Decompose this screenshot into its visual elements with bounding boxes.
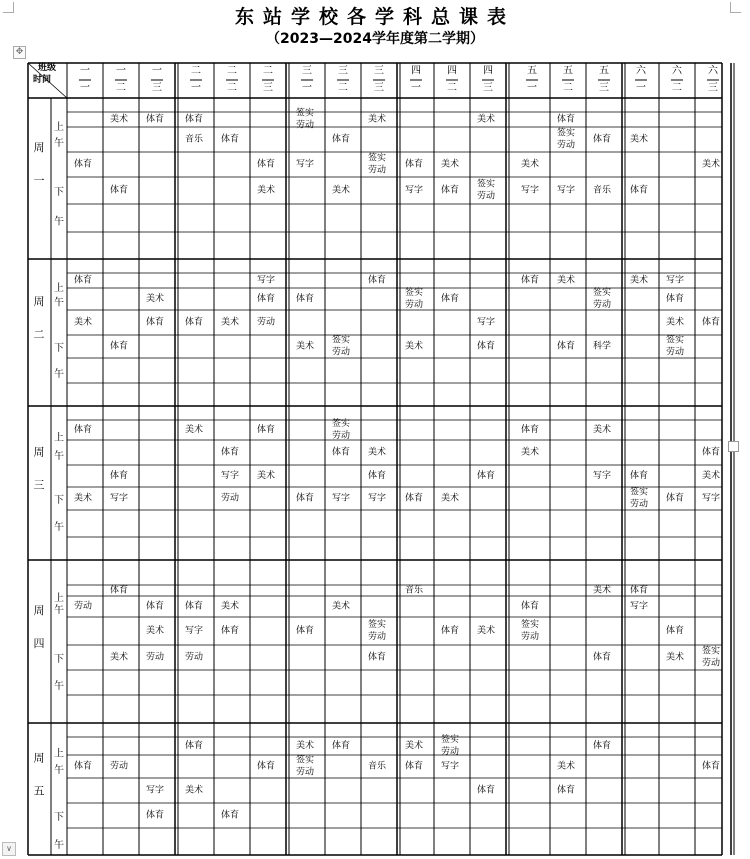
schedule-cell: 劳动 (331, 347, 351, 358)
schedule-cell: 写字 (404, 185, 424, 196)
schedule-cell: 体育 (331, 134, 351, 145)
schedule-cell: 美术 (592, 425, 612, 435)
schedule-cell: 写字 (295, 159, 315, 170)
schedule-cell: 劳动 (367, 632, 387, 642)
schedule-cell: 体育 (109, 471, 129, 481)
header-grade-label: 六 (708, 65, 718, 77)
schedule-cell: 体育 (109, 341, 129, 352)
header-grade-label: 三 (302, 65, 312, 77)
schedule-cell: 写字 (331, 493, 351, 504)
schedule-cell: 劳动 (367, 165, 387, 176)
schedule-cell: 签实 (556, 128, 576, 139)
day-label: 一 (33, 174, 45, 187)
schedule-cell: 美术 (220, 601, 240, 612)
schedule-cell: 体育 (629, 185, 649, 196)
schedule-cell: 美术 (145, 626, 165, 636)
schedule-cell: 美术 (701, 159, 721, 170)
header-grade-label: 一 (152, 65, 162, 77)
header-grade-label: 一 (80, 65, 90, 77)
day-label: 周 (33, 751, 45, 765)
schedule-cell: 体育 (440, 185, 460, 196)
schedule-cell: 体育 (295, 493, 315, 504)
header-class-label: 三 (152, 82, 162, 94)
schedule-cell: 体育 (220, 134, 240, 145)
schedule-cell: 美术 (665, 652, 685, 663)
schedule-cell: 写字 (256, 275, 276, 286)
header-grade-label: 四 (483, 65, 493, 77)
schedule-cell: 美术 (476, 114, 496, 125)
header-grade-label: 五 (563, 65, 573, 77)
schedule-cell: 签实 (592, 288, 612, 298)
schedule-cell: 音乐 (184, 134, 204, 145)
schedule-cell: 体育 (145, 601, 165, 612)
header-class-label: 二 (116, 82, 126, 94)
header-class-label: 三 (708, 82, 718, 94)
day-label: 周 (33, 141, 45, 154)
schedule-cell: 美术 (476, 626, 496, 636)
header-class-label: 一 (191, 82, 201, 94)
day-label: 五 (33, 784, 45, 798)
schedule-cell: 写字 (556, 185, 576, 196)
schedule-cell: 签实 (295, 755, 315, 766)
period-label-pm: 午 (54, 840, 64, 851)
schedule-cell: 签实 (665, 335, 685, 346)
schedule-cell: 美术 (73, 493, 93, 504)
schedule-cell: 美术 (256, 471, 276, 481)
schedule-cell: 劳动 (440, 747, 460, 757)
schedule-cell: 体育 (629, 585, 649, 596)
schedule-cell: 体育 (592, 134, 612, 145)
schedule-cell: 美术 (184, 425, 204, 435)
schedule-cell: 体育 (145, 317, 165, 328)
schedule-cell: 美术 (109, 652, 129, 663)
schedule-cell: 音乐 (592, 185, 612, 196)
schedule-cell: 体育 (145, 114, 165, 125)
period-label-am: 午 (54, 765, 64, 776)
schedule-cell: 美术 (295, 741, 315, 751)
header-grade-label: 四 (411, 65, 421, 77)
schedule-cell: 劳动 (109, 761, 129, 772)
schedule-cell: 劳动 (665, 347, 685, 358)
header-class-label: 三 (599, 82, 609, 94)
schedule-cell: 体育 (220, 447, 240, 458)
schedule-cell: 美术 (73, 317, 93, 328)
schedule-cell: 劳动 (520, 632, 540, 642)
schedule-cell: 音乐 (404, 585, 424, 596)
header-class-label: 二 (447, 82, 457, 94)
schedule-cell: 签实 (476, 179, 496, 190)
schedule-cell: 美术 (592, 585, 612, 596)
schedule-cell: 体育 (109, 585, 129, 596)
header-grade-label: 二 (263, 65, 273, 77)
schedule-cell: 体育 (476, 471, 496, 481)
schedule-cell: 签实 (404, 288, 424, 298)
schedule-cell: 写字 (440, 761, 460, 772)
schedule-cell: 体育 (331, 447, 351, 458)
schedule-cell: 体育 (701, 317, 721, 328)
schedule-cell: 体育 (73, 275, 93, 286)
schedule-cell: 体育 (665, 294, 685, 304)
schedule-cell: 签实 (629, 487, 649, 498)
schedule-cell: 美术 (295, 341, 315, 352)
schedule-cell: 劳动 (476, 191, 496, 202)
header-class-label: 三 (374, 82, 384, 94)
schedule-cell: 美术 (520, 447, 540, 458)
schedule-cell: 体育 (220, 810, 240, 821)
period-label-am: 午 (54, 138, 64, 149)
schedule-cell: 体育 (592, 741, 612, 751)
schedule-cell: 劳动 (701, 658, 721, 669)
schedule-cell: 劳动 (629, 499, 649, 510)
schedule-cell: 美术 (367, 114, 387, 125)
corner-label-time: 时间 (32, 75, 52, 85)
schedule-cell: 体育 (331, 741, 351, 751)
schedule-cell: 体育 (520, 275, 540, 286)
schedule-cell: 体育 (404, 493, 424, 504)
schedule-cell: 写字 (184, 626, 204, 636)
schedule-cell: 体育 (184, 317, 204, 328)
period-label-am: 上 (54, 593, 64, 604)
schedule-cell: 写字 (629, 601, 649, 612)
schedule-cell: 体育 (404, 159, 424, 170)
schedule-cell: 写字 (592, 471, 612, 481)
schedule-cell: 体育 (665, 493, 685, 504)
period-label-pm: 下 (54, 654, 64, 665)
schedule-cell: 体育 (256, 425, 276, 435)
period-label-am: 上 (54, 432, 64, 444)
schedule-cell: 体育 (295, 294, 315, 304)
schedule-cell: 美术 (404, 741, 424, 751)
schedule-cell: 体育 (556, 114, 576, 125)
period-label-am: 午 (54, 297, 64, 309)
schedule-cell: 写字 (145, 785, 165, 796)
schedule-cell: 签实 (367, 153, 387, 164)
corner-label-class: 班级 (37, 63, 57, 73)
page-title: 东站学校各学科总课表 (234, 6, 515, 28)
schedule-cell: 美术 (331, 185, 351, 196)
table-move-handle-icon[interactable]: ✥ (13, 46, 26, 59)
schedule-cell: 体育 (145, 810, 165, 821)
schedule-cell: 体育 (556, 785, 576, 796)
schedule-cell: 美术 (556, 275, 576, 286)
schedule-cell: 写字 (665, 275, 685, 286)
header-class-label: 二 (227, 82, 237, 94)
schedule-cell: 签实 (331, 419, 351, 429)
schedule-cell: 劳动 (331, 431, 351, 441)
header-class-label: 一 (80, 82, 90, 94)
schedule-cell: 写字 (476, 317, 496, 328)
schedule-cell: 体育 (629, 471, 649, 481)
period-label-am: 上 (54, 748, 64, 760)
header-class-label: 一 (411, 82, 421, 94)
schedule-cell: 签实 (701, 646, 721, 657)
schedule-cell: 体育 (73, 761, 93, 772)
header-grade-label: 二 (191, 65, 201, 77)
schedule-cell: 签实 (440, 735, 460, 745)
period-label-pm: 下 (54, 812, 64, 823)
schedule-cell: 体育 (367, 652, 387, 663)
schedule-cell: 美术 (440, 159, 460, 170)
header-grade-label: 三 (374, 65, 384, 77)
schedule-cell: 体育 (256, 761, 276, 772)
schedule-cell: 美术 (367, 447, 387, 458)
period-label-pm: 下 (54, 343, 64, 354)
schedule-cell: 美术 (629, 134, 649, 145)
schedule-cell: 签实 (520, 620, 540, 630)
period-label-pm: 下 (54, 187, 64, 198)
schedule-cell: 美术 (331, 601, 351, 612)
schedule-cell: 劳动 (295, 120, 315, 131)
schedule-cell: 劳动 (184, 652, 204, 663)
schedule-cell: 劳动 (295, 767, 315, 778)
schedule-cell: 美术 (184, 785, 204, 796)
schedule-cell: 劳动 (145, 652, 165, 663)
period-label-pm: 午 (54, 216, 64, 228)
schedule-cell: 签实 (331, 335, 351, 346)
day-label: 周 (33, 295, 45, 308)
header-grade-label: 六 (636, 65, 646, 77)
header-class-label: 三 (263, 82, 273, 94)
schedule-cell: 科学 (592, 341, 612, 352)
schedule-cell: 体育 (256, 294, 276, 304)
schedule-cell: 签实 (295, 108, 315, 119)
day-label: 二 (33, 328, 45, 341)
header-class-label: 一 (527, 82, 537, 94)
schedule-cell: 体育 (73, 425, 93, 435)
header-class-label: 一 (302, 82, 312, 94)
schedule-cell: 体育 (295, 626, 315, 636)
period-label-am: 上 (54, 122, 64, 133)
schedule-cell: 签实 (367, 620, 387, 630)
schedule-cell: 体育 (109, 185, 129, 196)
schedule-cell: 美术 (145, 294, 165, 304)
schedule-cell: 体育 (520, 425, 540, 435)
period-label-pm: 下 (54, 495, 64, 506)
header-grade-label: 一 (116, 65, 126, 77)
schedule-cell: 体育 (476, 341, 496, 352)
schedule-cell: 劳动 (256, 317, 276, 328)
schedule-cell: 劳动 (404, 300, 424, 310)
schedule-cell: 写字 (520, 185, 540, 196)
period-label-pm: 午 (54, 369, 64, 380)
day-label: 周 (33, 445, 45, 459)
header-grade-label: 二 (227, 65, 237, 77)
scroll-down-icon[interactable]: ∨ (2, 842, 16, 856)
schedule-cell: 体育 (367, 471, 387, 481)
schedule-cell: 劳动 (556, 140, 576, 151)
schedule-cell: 美术 (404, 341, 424, 352)
schedule-cell: 体育 (665, 626, 685, 636)
period-label-am: 午 (54, 605, 64, 616)
schedule-cell: 体育 (184, 114, 204, 125)
schedule-cell: 劳动 (592, 300, 612, 310)
schedule-cell: 美术 (629, 275, 649, 286)
header-class-label: 二 (672, 82, 682, 94)
day-label: 三 (33, 478, 45, 492)
schedule-cell: 写字 (367, 493, 387, 504)
header-grade-label: 三 (338, 65, 348, 77)
schedule-cell: 体育 (520, 601, 540, 612)
schedule-cell: 体育 (73, 159, 93, 170)
schedule-cell: 美术 (520, 159, 540, 170)
schedule-cell: 体育 (556, 341, 576, 352)
period-label-am: 上 (54, 283, 64, 294)
schedule-cell: 体育 (592, 652, 612, 663)
schedule-cell: 体育 (476, 785, 496, 796)
schedule-cell: 体育 (701, 447, 721, 458)
schedule-cell: 劳动 (73, 601, 93, 612)
header-class-label: 二 (563, 82, 573, 94)
schedule-cell: 体育 (184, 601, 204, 612)
header-class-label: 三 (483, 82, 493, 94)
schedule-cell: 美术 (665, 317, 685, 328)
schedule-cell: 劳动 (220, 493, 240, 504)
schedule-cell: 体育 (184, 741, 204, 751)
period-label-pm: 午 (54, 681, 64, 692)
header-grade-label: 六 (672, 65, 682, 77)
header-grade-label: 四 (447, 65, 457, 77)
schedule-cell: 体育 (701, 761, 721, 772)
schedule-cell: 美术 (556, 761, 576, 772)
header-grade-label: 五 (527, 65, 537, 77)
header-class-label: 一 (636, 82, 646, 94)
schedule-cell: 美术 (109, 114, 129, 125)
page-subtitle: （2023—2024学年度第二学期） (266, 31, 484, 47)
schedule-cell: 写字 (109, 493, 129, 504)
schedule-cell: 体育 (440, 294, 460, 304)
schedule-cell: 体育 (404, 761, 424, 772)
header-class-label: 二 (338, 82, 348, 94)
schedule-cell: 体育 (256, 159, 276, 170)
day-label: 四 (33, 637, 45, 650)
schedule-cell: 美术 (220, 317, 240, 328)
schedule-cell: 体育 (220, 626, 240, 636)
schedule-cell: 体育 (367, 275, 387, 286)
header-grade-label: 五 (599, 65, 609, 77)
schedule-cell: 美术 (701, 471, 721, 481)
table-resize-handle[interactable] (728, 441, 739, 452)
schedule-cell: 体育 (440, 626, 460, 636)
day-label: 周 (33, 604, 45, 617)
schedule-cell: 写字 (220, 471, 240, 481)
schedule-cell: 美术 (440, 493, 460, 504)
period-label-pm: 午 (54, 522, 64, 533)
schedule-cell: 美术 (256, 185, 276, 196)
period-label-am: 午 (54, 451, 64, 462)
schedule-cell: 音乐 (367, 761, 387, 772)
schedule-cell: 写字 (701, 493, 721, 504)
